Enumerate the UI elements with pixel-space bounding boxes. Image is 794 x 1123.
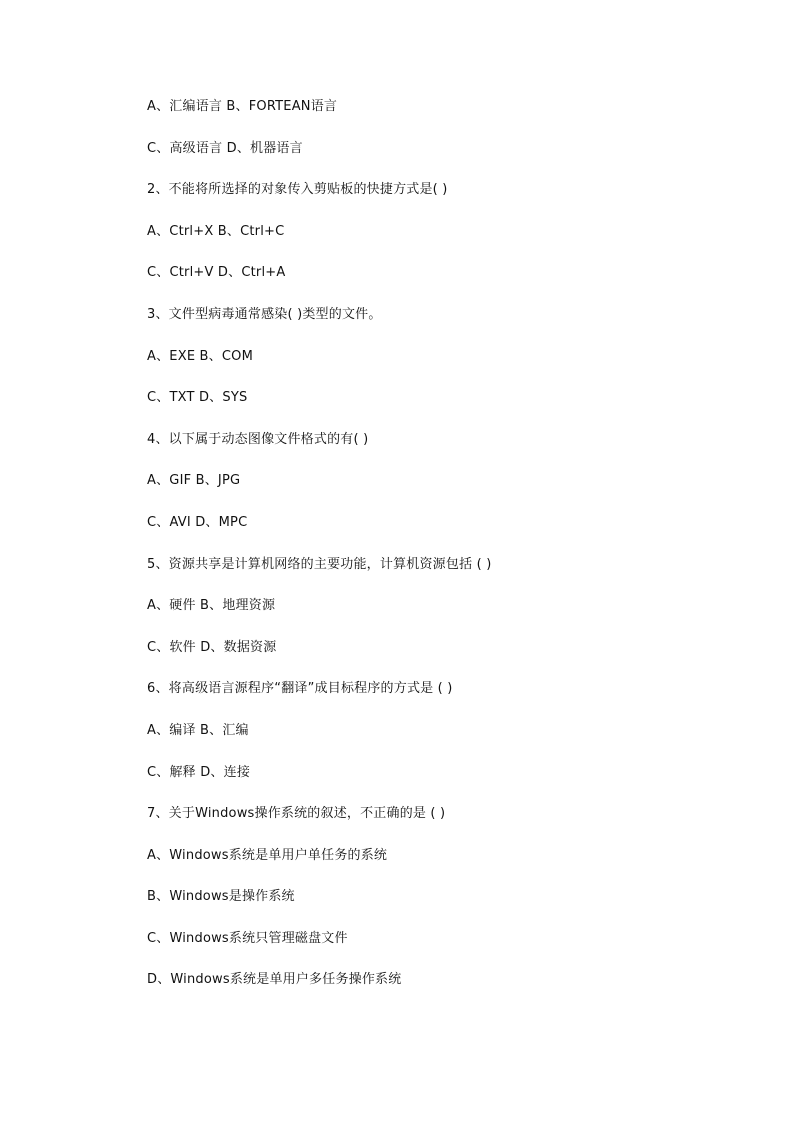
question-line: 7、关于Windows操作系统的叙述，不正确的是 ( ) — [147, 806, 446, 822]
option-line: A、编译 B、汇编 — [147, 722, 249, 738]
question-line: 5、资源共享是计算机网络的主要功能，计算机资源包括 ( ) — [147, 556, 492, 572]
option-line: C、高级语言 D、机器语言 — [147, 140, 303, 156]
option-line: B、Windows是操作系统 — [147, 889, 295, 905]
option-line: A、Ctrl+X B、Ctrl+C — [147, 223, 285, 239]
option-line: C、TXT D、SYS — [147, 390, 248, 406]
option-line: A、硬件 B、地理资源 — [147, 598, 276, 614]
option-line: A、EXE B、COM — [147, 348, 254, 364]
option-line: C、Windows系统只管理磁盘文件 — [147, 930, 348, 946]
option-line: C、Ctrl+V D、Ctrl+A — [147, 265, 286, 281]
option-line: C、软件 D、数据资源 — [147, 639, 277, 655]
option-line: A、Windows系统是单用户单任务的系统 — [147, 847, 388, 863]
option-line: C、解释 D、连接 — [147, 764, 251, 780]
option-line: D、Windows系统是单用户多任务操作系统 — [147, 972, 402, 988]
option-line: A、汇编语言 B、FORTEAN语言 — [147, 99, 338, 114]
question-line: 6、将高级语言源程序“翻译”成目标程序的方式是 ( ) — [147, 681, 453, 697]
question-list — [147, 98, 747, 1013]
question-line: 3、文件型病毒通常感染( )类型的文件。 — [147, 306, 382, 322]
option-line: A、GIF B、JPG — [147, 473, 241, 489]
question-line: 2、不能将所选择的对象传入剪贴板的快捷方式是( ) — [147, 182, 448, 198]
option-line: C、AVI D、MPC — [147, 514, 248, 530]
question-line: 4、以下属于动态图像文件格式的有( ) — [147, 431, 369, 447]
